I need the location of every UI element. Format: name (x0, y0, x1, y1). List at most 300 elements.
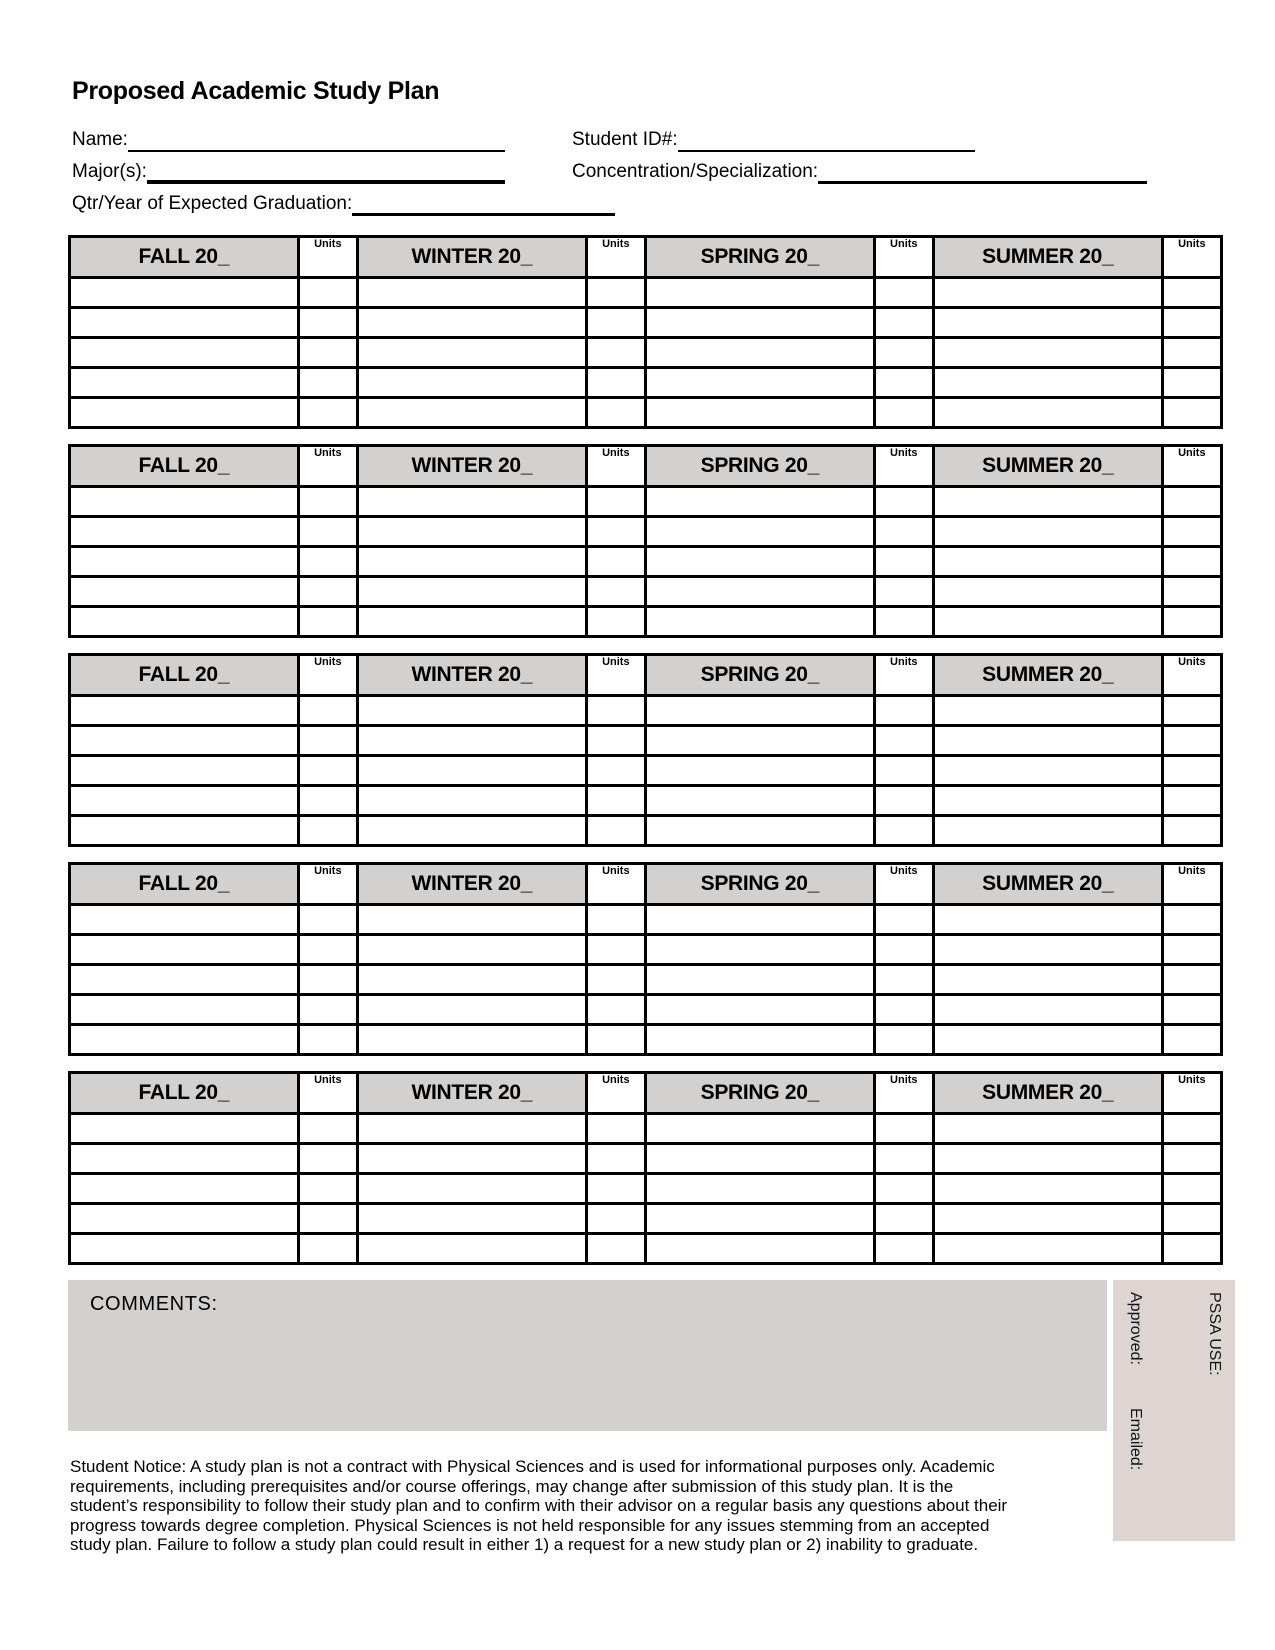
units-cell[interactable] (874, 786, 933, 816)
units-cell[interactable] (586, 398, 645, 428)
course-cell[interactable] (933, 995, 1162, 1025)
course-cell[interactable] (933, 1204, 1162, 1234)
approved-label: Approved: (1127, 1292, 1144, 1365)
course-cell[interactable] (645, 368, 874, 398)
units-cell[interactable] (874, 308, 933, 338)
course-cell[interactable] (645, 398, 874, 428)
course-cell[interactable] (645, 756, 874, 786)
units-cell[interactable] (1162, 816, 1221, 846)
units-header: Units (1162, 446, 1221, 487)
season-header: SPRING 20_ (645, 1073, 874, 1114)
course-cell[interactable] (357, 935, 586, 965)
course-cell[interactable] (933, 756, 1162, 786)
course-cell[interactable] (70, 1204, 299, 1234)
course-cell[interactable] (70, 995, 299, 1025)
units-header: Units (1162, 1073, 1221, 1114)
course-cell[interactable] (933, 1144, 1162, 1174)
season-header: FALL 20_ (70, 655, 299, 696)
units-cell[interactable] (874, 905, 933, 935)
units-header: Units (298, 1073, 357, 1114)
units-cell[interactable] (1162, 905, 1221, 935)
units-cell[interactable] (874, 816, 933, 846)
course-cell[interactable] (357, 547, 586, 577)
schedule-row (70, 696, 1222, 726)
schedule-row (70, 517, 1222, 547)
course-cell[interactable] (357, 995, 586, 1025)
units-cell[interactable] (874, 1204, 933, 1234)
course-cell[interactable] (357, 726, 586, 756)
schedule-row (70, 965, 1222, 995)
units-cell[interactable] (298, 1144, 357, 1174)
units-cell[interactable] (1162, 368, 1221, 398)
units-cell[interactable] (298, 278, 357, 308)
schedule-block-table (68, 862, 1223, 1056)
season-header: SPRING 20_ (645, 446, 874, 487)
schedule-row (70, 278, 1222, 308)
course-cell[interactable] (70, 517, 299, 547)
units-cell[interactable] (1162, 696, 1221, 726)
course-cell[interactable] (70, 607, 299, 637)
comments-label: COMMENTS: (90, 1293, 218, 1315)
course-cell[interactable] (645, 1204, 874, 1234)
schedule-header-row (70, 237, 1222, 278)
units-cell[interactable] (586, 368, 645, 398)
course-cell[interactable] (645, 577, 874, 607)
course-cell[interactable] (645, 905, 874, 935)
units-cell[interactable] (874, 487, 933, 517)
units-cell[interactable] (586, 786, 645, 816)
units-cell[interactable] (586, 965, 645, 995)
course-cell[interactable] (645, 517, 874, 547)
units-cell[interactable] (1162, 338, 1221, 368)
schedule-row (70, 1025, 1222, 1055)
course-cell[interactable] (645, 726, 874, 756)
course-cell[interactable] (933, 935, 1162, 965)
units-header: Units (586, 864, 645, 905)
units-cell[interactable] (1162, 786, 1221, 816)
schedule-header-row (70, 655, 1222, 696)
course-cell[interactable] (933, 816, 1162, 846)
units-cell[interactable] (1162, 547, 1221, 577)
course-cell[interactable] (645, 547, 874, 577)
course-cell[interactable] (70, 816, 299, 846)
schedule-row (70, 398, 1222, 428)
student-info-fields (68, 120, 1223, 216)
course-cell[interactable] (70, 726, 299, 756)
schedule-header-row (70, 864, 1222, 905)
schedule-block-table (68, 444, 1223, 638)
course-cell[interactable] (70, 935, 299, 965)
schedule-row (70, 1204, 1222, 1234)
units-cell[interactable] (298, 1025, 357, 1055)
units-cell[interactable] (874, 278, 933, 308)
major-input-line[interactable] (147, 156, 505, 184)
course-cell[interactable] (70, 547, 299, 577)
units-cell[interactable] (298, 607, 357, 637)
course-cell[interactable] (933, 786, 1162, 816)
units-cell[interactable] (586, 1234, 645, 1264)
course-cell[interactable] (357, 905, 586, 935)
units-cell[interactable] (586, 756, 645, 786)
course-cell[interactable] (933, 398, 1162, 428)
units-cell[interactable] (298, 547, 357, 577)
course-cell[interactable] (933, 965, 1162, 995)
units-cell[interactable] (874, 1114, 933, 1144)
units-header: Units (874, 1073, 933, 1114)
units-cell[interactable] (298, 786, 357, 816)
season-header: SPRING 20_ (645, 237, 874, 278)
course-cell[interactable] (645, 786, 874, 816)
units-header: Units (874, 446, 933, 487)
schedule-row (70, 547, 1222, 577)
course-cell[interactable] (357, 816, 586, 846)
units-cell[interactable] (1162, 278, 1221, 308)
schedule-row (70, 1144, 1222, 1174)
units-cell[interactable] (1162, 726, 1221, 756)
units-cell[interactable] (586, 308, 645, 338)
units-cell[interactable] (586, 1174, 645, 1204)
units-cell[interactable] (586, 338, 645, 368)
units-cell[interactable] (298, 1234, 357, 1264)
course-cell[interactable] (357, 1204, 586, 1234)
schedule-row (70, 1234, 1222, 1264)
course-cell[interactable] (645, 1144, 874, 1174)
schedule-row (70, 487, 1222, 517)
course-cell[interactable] (70, 1174, 299, 1204)
schedule-row (70, 756, 1222, 786)
units-cell[interactable] (874, 696, 933, 726)
units-cell[interactable] (298, 308, 357, 338)
course-cell[interactable] (70, 696, 299, 726)
course-cell[interactable] (933, 338, 1162, 368)
course-cell[interactable] (645, 696, 874, 726)
units-cell[interactable] (586, 278, 645, 308)
units-cell[interactable] (874, 398, 933, 428)
bottom-section (68, 1280, 1223, 1555)
course-cell[interactable] (933, 278, 1162, 308)
course-cell[interactable] (645, 1174, 874, 1204)
course-cell[interactable] (70, 786, 299, 816)
units-cell[interactable] (298, 756, 357, 786)
units-cell[interactable] (874, 517, 933, 547)
major-field (72, 156, 505, 184)
course-cell[interactable] (933, 726, 1162, 756)
schedule-row (70, 577, 1222, 607)
units-cell[interactable] (874, 935, 933, 965)
course-cell[interactable] (357, 517, 586, 547)
units-cell[interactable] (586, 905, 645, 935)
schedule-row (70, 935, 1222, 965)
units-cell[interactable] (874, 338, 933, 368)
units-cell[interactable] (586, 1114, 645, 1144)
units-cell[interactable] (298, 995, 357, 1025)
units-header: Units (874, 864, 933, 905)
course-cell[interactable] (357, 786, 586, 816)
units-cell[interactable] (586, 607, 645, 637)
units-cell[interactable] (586, 696, 645, 726)
course-cell[interactable] (357, 338, 586, 368)
course-cell[interactable] (357, 965, 586, 995)
units-cell[interactable] (1162, 1174, 1221, 1204)
name-field (72, 126, 505, 152)
student-id-field (572, 126, 975, 152)
course-cell[interactable] (70, 338, 299, 368)
course-cell[interactable] (645, 487, 874, 517)
course-cell[interactable] (357, 368, 586, 398)
course-cell[interactable] (70, 368, 299, 398)
course-cell[interactable] (933, 547, 1162, 577)
units-cell[interactable] (1162, 965, 1221, 995)
student-id-label: Student ID#: (572, 129, 678, 150)
season-header: WINTER 20_ (357, 237, 586, 278)
units-cell[interactable] (874, 965, 933, 995)
course-cell[interactable] (645, 995, 874, 1025)
units-cell[interactable] (586, 1144, 645, 1174)
page-title: Proposed Academic Study Plan (72, 77, 440, 105)
course-cell[interactable] (357, 1025, 586, 1055)
season-header: SUMMER 20_ (933, 446, 1162, 487)
name-input-line[interactable] (128, 126, 505, 152)
course-cell[interactable] (645, 278, 874, 308)
units-cell[interactable] (298, 487, 357, 517)
course-cell[interactable] (933, 1234, 1162, 1264)
student-notice: Student Notice: A study plan is not a contract with Physical Sciences and is used for informational purposes only. Academic requirements, including prerequisites and/or course offerings, may change after submission of this study plan. It is the student’s responsibility to follow their study plan and to confirm with their advisor on a regular basis any questions about their progress towards degree completion. Physical Sciences is not held responsible for any issues stemming from an accepted study plan. Failure to follow a study plan could result in either 1) a request for a new study plan or 2) inability to graduate. (70, 1457, 1008, 1554)
season-header: WINTER 20_ (357, 1073, 586, 1114)
course-cell[interactable] (70, 487, 299, 517)
course-cell[interactable] (645, 338, 874, 368)
units-cell[interactable] (874, 1025, 933, 1055)
field-row-1 (68, 120, 1223, 152)
schedule-row (70, 1114, 1222, 1144)
schedule-row (70, 726, 1222, 756)
course-cell[interactable] (357, 308, 586, 338)
units-cell[interactable] (298, 1174, 357, 1204)
course-cell[interactable] (357, 1234, 586, 1264)
units-cell[interactable] (586, 517, 645, 547)
units-cell[interactable] (586, 1025, 645, 1055)
units-cell[interactable] (1162, 1204, 1221, 1234)
season-header: WINTER 20_ (357, 864, 586, 905)
schedule-row (70, 816, 1222, 846)
schedule-block-table (68, 1071, 1223, 1265)
units-cell[interactable] (586, 577, 645, 607)
units-cell[interactable] (1162, 756, 1221, 786)
units-header: Units (874, 237, 933, 278)
units-cell[interactable] (298, 368, 357, 398)
units-cell[interactable] (874, 368, 933, 398)
units-header: Units (586, 1073, 645, 1114)
course-cell[interactable] (70, 1144, 299, 1174)
schedule-header-row (70, 1073, 1222, 1114)
pssa-use-label: PSSA USE: (1206, 1292, 1223, 1376)
course-cell[interactable] (933, 1025, 1162, 1055)
units-cell[interactable] (1162, 1144, 1221, 1174)
schedule-row (70, 607, 1222, 637)
course-cell[interactable] (70, 965, 299, 995)
units-cell[interactable] (874, 1174, 933, 1204)
page-content (68, 0, 1223, 1555)
units-cell[interactable] (1162, 308, 1221, 338)
units-header: Units (298, 655, 357, 696)
units-cell[interactable] (298, 816, 357, 846)
course-cell[interactable] (70, 278, 299, 308)
season-header: SUMMER 20_ (933, 864, 1162, 905)
units-cell[interactable] (586, 816, 645, 846)
course-cell[interactable] (933, 905, 1162, 935)
course-cell[interactable] (933, 607, 1162, 637)
course-cell[interactable] (357, 487, 586, 517)
units-cell[interactable] (298, 577, 357, 607)
concentration-input-line[interactable] (818, 157, 1147, 184)
units-cell[interactable] (874, 995, 933, 1025)
units-cell[interactable] (874, 607, 933, 637)
course-cell[interactable] (70, 1025, 299, 1055)
units-header: Units (586, 237, 645, 278)
units-cell[interactable] (1162, 517, 1221, 547)
units-cell[interactable] (298, 1114, 357, 1144)
season-header: FALL 20_ (70, 446, 299, 487)
course-cell[interactable] (70, 905, 299, 935)
season-header: WINTER 20_ (357, 446, 586, 487)
units-cell[interactable] (586, 1204, 645, 1234)
course-cell[interactable] (933, 696, 1162, 726)
units-cell[interactable] (1162, 607, 1221, 637)
units-header: Units (1162, 655, 1221, 696)
season-header: SPRING 20_ (645, 655, 874, 696)
units-cell[interactable] (586, 726, 645, 756)
units-cell[interactable] (874, 1234, 933, 1264)
units-cell[interactable] (298, 696, 357, 726)
units-cell[interactable] (1162, 398, 1221, 428)
course-cell[interactable] (645, 1114, 874, 1144)
units-cell[interactable] (298, 398, 357, 428)
graduation-field (72, 189, 615, 216)
units-cell[interactable] (874, 756, 933, 786)
units-cell[interactable] (586, 487, 645, 517)
course-cell[interactable] (70, 1114, 299, 1144)
course-cell[interactable] (357, 1144, 586, 1174)
units-cell[interactable] (874, 547, 933, 577)
units-cell[interactable] (298, 905, 357, 935)
season-header: FALL 20_ (70, 1073, 299, 1114)
course-cell[interactable] (357, 577, 586, 607)
units-cell[interactable] (1162, 577, 1221, 607)
student-id-input-line[interactable] (678, 126, 975, 152)
units-cell[interactable] (298, 726, 357, 756)
season-header: SUMMER 20_ (933, 1073, 1162, 1114)
units-header: Units (1162, 237, 1221, 278)
course-cell[interactable] (70, 308, 299, 338)
course-cell[interactable] (357, 696, 586, 726)
schedule-row (70, 786, 1222, 816)
course-cell[interactable] (933, 517, 1162, 547)
course-cell[interactable] (645, 308, 874, 338)
course-cell[interactable] (645, 607, 874, 637)
units-cell[interactable] (298, 1204, 357, 1234)
course-cell[interactable] (645, 965, 874, 995)
units-header: Units (298, 237, 357, 278)
course-cell[interactable] (933, 368, 1162, 398)
course-cell[interactable] (645, 1025, 874, 1055)
season-header: FALL 20_ (70, 237, 299, 278)
units-header: Units (298, 864, 357, 905)
graduation-label: Qtr/Year of Expected Graduation: (72, 193, 353, 214)
course-cell[interactable] (70, 577, 299, 607)
course-cell[interactable] (645, 1234, 874, 1264)
units-cell[interactable] (298, 338, 357, 368)
units-cell[interactable] (874, 1144, 933, 1174)
schedule-header-row (70, 446, 1222, 487)
units-cell[interactable] (586, 995, 645, 1025)
concentration-label: Concentration/Specialization: (572, 161, 819, 182)
schedule-row (70, 905, 1222, 935)
field-row-2 (68, 152, 1223, 184)
schedule-row (70, 995, 1222, 1025)
course-cell[interactable] (70, 1234, 299, 1264)
course-cell[interactable] (933, 1114, 1162, 1144)
units-cell[interactable] (874, 726, 933, 756)
season-header: SPRING 20_ (645, 864, 874, 905)
units-cell[interactable] (586, 547, 645, 577)
course-cell[interactable] (933, 1174, 1162, 1204)
course-cell[interactable] (357, 398, 586, 428)
schedule-row (70, 368, 1222, 398)
major-label: Major(s): (72, 161, 147, 182)
schedule-block-table (68, 235, 1223, 429)
units-cell[interactable] (874, 577, 933, 607)
course-cell[interactable] (933, 577, 1162, 607)
pssa-use-box (1113, 1280, 1235, 1541)
comments-box (68, 1280, 1107, 1431)
course-cell[interactable] (70, 756, 299, 786)
name-label: Name: (72, 129, 128, 150)
units-cell[interactable] (1162, 487, 1221, 517)
schedule-row (70, 1174, 1222, 1204)
units-header: Units (586, 655, 645, 696)
emailed-label: Emailed: (1127, 1408, 1144, 1471)
units-cell[interactable] (1162, 1114, 1221, 1144)
concentration-field (572, 157, 1147, 184)
units-cell[interactable] (1162, 995, 1221, 1025)
schedule-row (70, 338, 1222, 368)
course-cell[interactable] (933, 487, 1162, 517)
course-cell[interactable] (357, 607, 586, 637)
course-cell[interactable] (933, 308, 1162, 338)
schedule-blocks (68, 235, 1223, 1265)
units-cell[interactable] (298, 935, 357, 965)
course-cell[interactable] (357, 1114, 586, 1144)
course-cell[interactable] (357, 1174, 586, 1204)
units-cell[interactable] (1162, 935, 1221, 965)
course-cell[interactable] (357, 756, 586, 786)
season-header: SUMMER 20_ (933, 237, 1162, 278)
units-cell[interactable] (298, 965, 357, 995)
course-cell[interactable] (70, 398, 299, 428)
schedule-block-table (68, 653, 1223, 847)
units-cell[interactable] (1162, 1025, 1221, 1055)
graduation-input-line[interactable] (352, 189, 615, 216)
course-cell[interactable] (357, 278, 586, 308)
units-cell[interactable] (298, 517, 357, 547)
units-cell[interactable] (586, 935, 645, 965)
units-header: Units (586, 446, 645, 487)
units-cell[interactable] (1162, 1234, 1221, 1264)
course-cell[interactable] (645, 935, 874, 965)
season-header: SUMMER 20_ (933, 655, 1162, 696)
schedule-row (70, 308, 1222, 338)
season-header: WINTER 20_ (357, 655, 586, 696)
course-cell[interactable] (645, 816, 874, 846)
